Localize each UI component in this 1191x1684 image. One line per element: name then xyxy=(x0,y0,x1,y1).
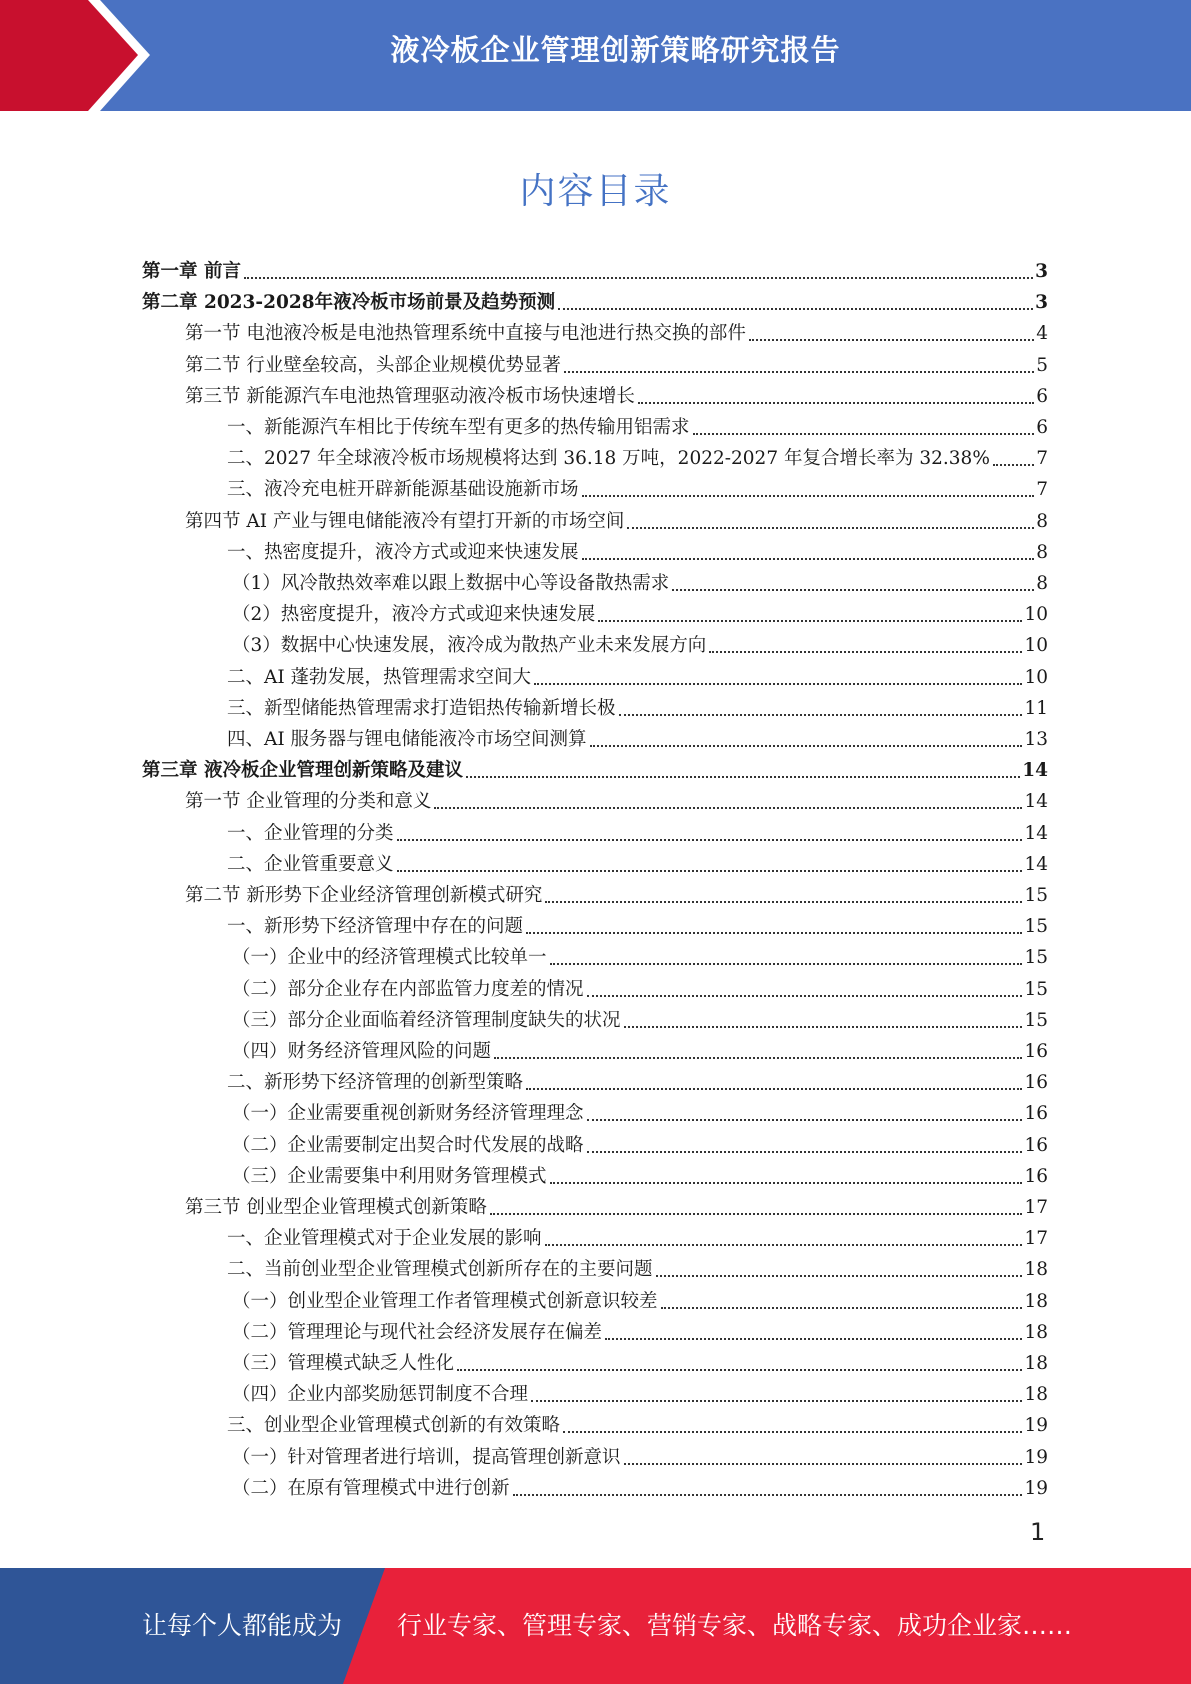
toc-entry[interactable] xyxy=(142,783,1048,814)
toc-dot-leader xyxy=(534,683,1022,685)
toc-entry-title: 第四节 AI 产业与锂电储能液冷有望打开新的市场空间 xyxy=(185,510,625,532)
toc-entry-title: （二）企业需要制定出契合时代发展的战略 xyxy=(232,1134,584,1156)
toc-entry[interactable] xyxy=(142,565,1048,596)
toc-entry-title: 第二节 新形势下企业经济管理创新模式研究 xyxy=(185,885,543,906)
toc-dot-leader xyxy=(545,1244,1023,1246)
toc-entry[interactable] xyxy=(142,1251,1048,1282)
toc-entry-title: 一、新形势下经济管理中存在的问题 xyxy=(227,916,524,938)
toc-dot-leader xyxy=(624,1026,1023,1028)
toc-entry[interactable] xyxy=(142,378,1048,409)
toc-entry-page: 13 xyxy=(1024,729,1048,750)
toc-entry-title: （一）创业型企业管理工作者管理模式创新意识较差 xyxy=(232,1290,658,1312)
toc-entry-page: 6 xyxy=(1036,417,1048,438)
toc-dot-leader xyxy=(545,901,1022,903)
toc-entry-page: 16 xyxy=(1024,1165,1048,1187)
toc-entry-page: 15 xyxy=(1024,916,1048,938)
toc-dot-leader xyxy=(582,495,1035,497)
toc-entry-title: 三、新型储能热管理需求打造铝热传输新增长极 xyxy=(227,697,616,719)
toc-dot-leader xyxy=(244,277,1033,279)
toc-dot-leader xyxy=(590,745,1023,747)
toc-dot-leader xyxy=(638,402,1034,404)
page-number: 1 xyxy=(1030,1518,1046,1546)
toc-entry[interactable] xyxy=(142,846,1048,877)
toc-entry-title: 三、创业型企业管理模式创新的有效策略 xyxy=(227,1415,561,1437)
toc-entry[interactable] xyxy=(142,409,1048,440)
toc-entry-title: 二、AI 蓬勃发展，热管理需求空间大 xyxy=(227,666,532,688)
toc-entry-title: 一、企业管理模式对于企业发展的影响 xyxy=(227,1228,542,1250)
toc-entry-title: （一）针对管理者进行培训，提高管理创新意识 xyxy=(232,1446,621,1468)
toc-entry-title: （二）在原有管理模式中进行创新 xyxy=(232,1477,510,1499)
toc-dot-leader xyxy=(661,1307,1023,1309)
toc-dot-leader xyxy=(605,1338,1022,1340)
toc-entry-title: 三、液冷充电桩开辟新能源基础设施新市场 xyxy=(227,479,579,501)
toc-entry-page: 8 xyxy=(1036,573,1048,594)
toc-dot-leader xyxy=(587,1119,1023,1121)
toc-entry-page: 18 xyxy=(1024,1384,1048,1406)
toc-entry-page: 15 xyxy=(1024,1009,1048,1031)
toc-dot-leader xyxy=(693,433,1035,435)
toc-entry-page: 10 xyxy=(1024,604,1048,626)
toc-entry-page: 18 xyxy=(1024,1259,1048,1281)
toc-entry-title: 第一章 前言 xyxy=(142,261,241,282)
toc-entry-title: 第二节 行业壁垒较高，头部企业规模优势显著 xyxy=(185,354,561,376)
toc-dot-leader xyxy=(587,995,1023,997)
toc-dot-leader xyxy=(466,776,1020,778)
toc-entry-title: 一、新能源汽车相比于传统车型有更多的热传输用铝需求 xyxy=(227,417,690,438)
toc-entry-page: 8 xyxy=(1036,510,1048,532)
toc-entry-page: 10 xyxy=(1024,635,1048,657)
toc-entry[interactable] xyxy=(142,284,1048,315)
toc-entry-title: 第三节 创业型企业管理模式创新策略 xyxy=(185,1197,487,1218)
toc-dot-leader xyxy=(619,714,1023,716)
toc-dot-leader xyxy=(526,1088,1022,1090)
toc-entry-title: 第一节 企业管理的分类和意义 xyxy=(185,791,432,813)
toc-entry[interactable] xyxy=(142,1376,1048,1407)
page-header xyxy=(0,0,1191,111)
toc-dot-leader xyxy=(563,1431,1022,1433)
toc-entry-title: （二）部分企业存在内部监管力度差的情况 xyxy=(232,978,584,1000)
toc-dot-leader xyxy=(531,1400,1022,1402)
toc-entry-title: （一）企业中的经济管理模式比较单一 xyxy=(232,947,547,969)
toc-entry-page: 19 xyxy=(1024,1477,1048,1499)
toc-dot-leader xyxy=(550,963,1023,965)
toc-entry-page: 15 xyxy=(1024,978,1048,1000)
toc-dot-leader xyxy=(457,1369,1022,1371)
toc-dot-leader xyxy=(587,1151,1023,1153)
toc-dot-leader xyxy=(397,839,1023,841)
toc-entry-page: 16 xyxy=(1024,1103,1048,1125)
toc-entry[interactable] xyxy=(142,1220,1048,1251)
toc-entry-title: （四）财务经济管理风险的问题 xyxy=(232,1041,492,1062)
toc-dot-leader xyxy=(709,651,1022,653)
toc-title: 内容目录 xyxy=(519,171,672,212)
toc-entry-title: 第三节 新能源汽车电池热管理驱动液冷板市场快速增长 xyxy=(185,385,635,407)
footer-slogan-left: 让每个人都能成为 xyxy=(142,1611,343,1640)
toc-dot-leader xyxy=(434,807,1022,809)
toc-entry-page: 15 xyxy=(1024,947,1048,969)
toc-entry-title: 第二章 2023-2028年液冷板市场前景及趋势预测 xyxy=(142,292,556,314)
toc-entry-title: 第一节 电池液冷板是电池热管理系统中直接与电池进行热交换的部件 xyxy=(185,323,746,345)
toc-entry-page: 7 xyxy=(1036,448,1048,470)
toc-entry-title: （三）管理模式缺乏人性化 xyxy=(232,1353,455,1374)
toc-dot-leader xyxy=(598,620,1022,622)
toc-entry[interactable] xyxy=(142,721,1048,752)
toc-dot-leader xyxy=(550,1182,1023,1184)
toc-entry[interactable] xyxy=(142,877,1048,908)
toc-entry[interactable] xyxy=(142,440,1048,471)
toc-dot-leader xyxy=(494,1057,1022,1059)
toc-entry[interactable] xyxy=(142,253,1048,284)
toc-entry-page: 16 xyxy=(1024,1041,1048,1062)
toc-entry-page: 16 xyxy=(1024,1072,1048,1094)
toc-entry-title: （3）数据中心快速发展，液冷成为散热产业未来发展方向 xyxy=(232,635,707,657)
toc-entry[interactable] xyxy=(142,1127,1048,1158)
toc-entry-title: 二、企业管重要意义 xyxy=(227,853,394,875)
toc-entry-page: 3 xyxy=(1035,261,1048,282)
toc-dot-leader xyxy=(564,371,1034,373)
toc-entry[interactable] xyxy=(142,1095,1048,1126)
toc-dot-leader xyxy=(582,558,1035,560)
toc-entry-page: 14 xyxy=(1024,791,1048,813)
toc-dot-leader xyxy=(526,932,1022,934)
toc-entry-page: 18 xyxy=(1024,1290,1048,1312)
toc-entry[interactable] xyxy=(142,1033,1048,1064)
toc-entry-page: 18 xyxy=(1024,1321,1048,1343)
toc-dot-leader xyxy=(749,339,1034,341)
toc-entry[interactable] xyxy=(142,1470,1048,1501)
toc-entry[interactable] xyxy=(142,471,1048,502)
toc-entry-title: 二、当前创业型企业管理模式创新所存在的主要问题 xyxy=(227,1259,653,1281)
toc-entry-page: 16 xyxy=(1024,1134,1048,1156)
toc-entry[interactable] xyxy=(142,659,1048,690)
page-footer xyxy=(0,1568,1191,1684)
toc-entry[interactable] xyxy=(142,627,1048,658)
toc-entry-page: 10 xyxy=(1024,666,1048,688)
toc-entry-page: 15 xyxy=(1024,885,1048,906)
toc-entry-page: 11 xyxy=(1024,697,1048,719)
toc-dot-leader xyxy=(627,527,1034,529)
toc-entry-page: 14 xyxy=(1024,822,1048,844)
toc-entry-page: 17 xyxy=(1024,1228,1048,1250)
toc-entry[interactable] xyxy=(142,1345,1048,1376)
toc-entry-page: 19 xyxy=(1024,1446,1048,1468)
footer-slogan-right: 行业专家、管理专家、营销专家、战略专家、成功企业家…… xyxy=(397,1611,1073,1640)
toc-entry-page: 19 xyxy=(1024,1415,1048,1437)
toc-entry[interactable] xyxy=(142,752,1048,783)
toc-entry-page: 3 xyxy=(1035,292,1048,314)
toc-dot-leader xyxy=(993,464,1034,466)
toc-entry[interactable] xyxy=(142,815,1048,846)
toc-entry-title: 第三章 液冷板企业管理创新策略及建议 xyxy=(142,760,463,782)
toc-entry-page: 17 xyxy=(1024,1197,1048,1218)
toc-dot-leader xyxy=(490,1213,1023,1215)
toc-entry-page: 14 xyxy=(1024,853,1048,875)
toc-entry[interactable] xyxy=(142,939,1048,970)
toc-entry[interactable] xyxy=(142,347,1048,378)
toc-entry[interactable] xyxy=(142,1189,1048,1220)
toc-entry-title: （1）风冷散热效率难以跟上数据中心等设备散热需求 xyxy=(232,573,670,594)
toc-entry[interactable] xyxy=(142,1439,1048,1470)
toc-dot-leader xyxy=(624,1463,1023,1465)
toc-entry[interactable] xyxy=(142,908,1048,939)
header-title: 液冷板企业管理创新策略研究报告 xyxy=(390,33,841,67)
toc-entry[interactable] xyxy=(142,503,1048,534)
toc-entry[interactable] xyxy=(142,596,1048,627)
toc-entry-title: 二、新形势下经济管理的创新型策略 xyxy=(227,1072,524,1094)
toc-entry-title: （二）管理理论与现代社会经济发展存在偏差 xyxy=(232,1321,603,1343)
toc-dot-leader xyxy=(672,589,1034,591)
toc-entry-page: 18 xyxy=(1024,1353,1048,1374)
toc-entry-page: 7 xyxy=(1036,479,1048,501)
toc-dot-leader xyxy=(513,1494,1023,1496)
toc-entry-page: 6 xyxy=(1036,385,1048,407)
toc-entry-title: 二、2027 年全球液冷板市场规模将达到 36.18 万吨，2022-2027 年复合增长率为 32.38% xyxy=(227,448,990,470)
toc-entry[interactable] xyxy=(142,1002,1048,1033)
toc-entry[interactable] xyxy=(142,1407,1048,1438)
toc-entry-title: （一）企业需要重视创新财务经济管理理念 xyxy=(232,1103,584,1125)
toc-entry[interactable] xyxy=(142,1283,1048,1314)
toc-entry-page: 14 xyxy=(1022,760,1048,782)
toc-entry[interactable] xyxy=(142,1314,1048,1345)
toc-entry[interactable] xyxy=(142,534,1048,565)
toc-entry-title: （2）热密度提升，液冷方式或迎来快速发展 xyxy=(232,604,596,626)
toc-entry-page: 8 xyxy=(1036,541,1048,563)
toc-dot-leader xyxy=(558,308,1033,310)
toc-entry[interactable] xyxy=(142,1158,1048,1189)
toc-entry-page: 5 xyxy=(1036,354,1048,376)
toc-entry-title: （三）部分企业面临着经济管理制度缺失的状况 xyxy=(232,1009,621,1031)
toc-entry[interactable] xyxy=(142,971,1048,1002)
toc-entry[interactable] xyxy=(142,690,1048,721)
toc-entry-title: （四）企业内部奖励惩罚制度不合理 xyxy=(232,1384,529,1406)
toc-entry-title: （三）企业需要集中利用财务管理模式 xyxy=(232,1165,547,1187)
toc-entry-title: 一、热密度提升，液冷方式或迎来快速发展 xyxy=(227,541,579,563)
toc-entry-title: 四、AI 服务器与锂电储能液冷市场空间测算 xyxy=(227,729,587,750)
toc-dot-leader xyxy=(397,870,1023,872)
toc-entry[interactable] xyxy=(142,1064,1048,1095)
toc-dot-leader xyxy=(656,1275,1023,1277)
toc-entry[interactable] xyxy=(142,315,1048,346)
toc-entry-page: 4 xyxy=(1036,323,1048,345)
toc-entry-title: 一、企业管理的分类 xyxy=(227,822,394,844)
